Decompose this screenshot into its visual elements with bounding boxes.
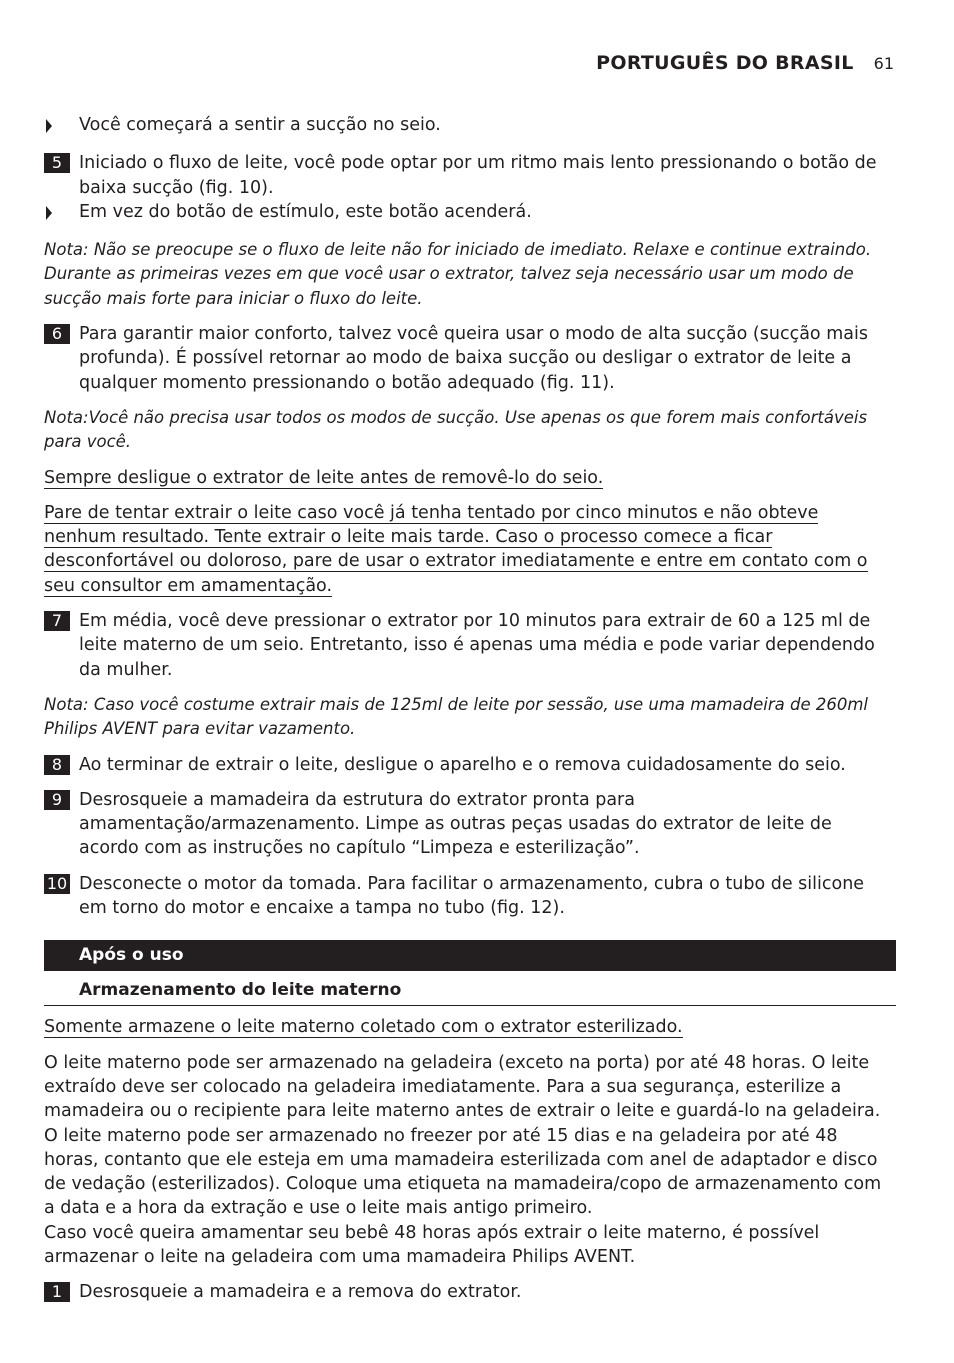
step-text: Ao terminar de extrair o leite, desligue o aparelho e o remova cuidadosamente do seio. bbox=[79, 754, 846, 775]
step-number: 5 bbox=[44, 153, 70, 173]
step-number: 8 bbox=[44, 755, 70, 775]
section-heading: Após o uso bbox=[44, 940, 896, 971]
step-text: Em média, você deve pressionar o extrator por 10 minutos para extrair de 60 a 125 ml de leite materno de um seio. Entretanto, isso é apenas uma média e pode variar dependendo da mulher. bbox=[79, 611, 875, 680]
step-8 bbox=[44, 753, 896, 777]
bullet-icon bbox=[46, 206, 52, 220]
step-7 bbox=[44, 609, 896, 682]
step-text: Desrosqueie a mamadeira e a remova do extrator. bbox=[79, 1282, 522, 1303]
step-1 bbox=[44, 1280, 896, 1304]
warning-text: Sempre desligue o extrator de leite antes de removê-lo do seio. bbox=[44, 467, 604, 488]
warning-text: Pare de tentar extrair o leite caso você já tenha tentado por cinco minutos e não obteve nenhum resultado. Tente extrair o leite mais tarde. Caso o processo comece a ficar desconfortável ou doloroso, pare de usar o extrator imediatamente e entre em contato com o seu consultor em amamentação. bbox=[44, 502, 868, 596]
page-number: 61 bbox=[873, 54, 894, 73]
note: Nota:Você não precisa usar todos os modos de sucção. Use apenas os que forem mais confortáveis para você. bbox=[44, 407, 868, 452]
note: Nota: Caso você costume extrair mais de 125ml de leite por sessão, use uma mamadeira de 260ml Philips AVENT para evitar vazamento. bbox=[44, 694, 869, 739]
bullet-text: Em vez do botão de estímulo, este botão acenderá. bbox=[79, 201, 532, 222]
bullet-item bbox=[44, 200, 896, 227]
step-number: 10 bbox=[44, 874, 70, 894]
step-number: 7 bbox=[44, 611, 70, 631]
subsection-heading: Armazenamento do leite materno bbox=[44, 971, 896, 1006]
paragraph: Caso você queira amamentar seu bebê 48 horas após extrair o leite materno, é possível armazenar o leite na geladeira com uma mamadeira Philips AVENT. bbox=[44, 1222, 820, 1267]
step-10 bbox=[44, 872, 896, 921]
bullet-item bbox=[44, 113, 896, 140]
step-9 bbox=[44, 788, 896, 861]
bullet-text: Você começará a sentir a sucção no seio. bbox=[79, 115, 441, 135]
warning-text: Somente armazene o leite materno coletado com o extrator esterilizado. bbox=[44, 1017, 683, 1038]
step-6 bbox=[44, 322, 896, 395]
step-text: Desrosqueie a mamadeira da estrutura do extrator pronta para amamentação/armazenamento. Limpe as outras peças usadas do extrator de leite de acordo com as instruções no capítulo “Limpeza e esterilização”. bbox=[79, 789, 832, 859]
page-title: PORTUGUÊS DO BRASIL bbox=[596, 52, 854, 74]
note: Nota: Não se preocupe se o fluxo de leite não for iniciado de imediato. Relaxe e continue extraindo. Durante as primeiras vezes em que você usar o extrator, talvez seja necessário usar um modo de sucção mais forte para iniciar o fluxo do leite. bbox=[44, 240, 872, 308]
step-text: Desconecte o motor da tomada. Para facilitar o armazenamento, cubra o tubo de silicone em torno do motor e encaixe a tampa no tubo (fig. 12). bbox=[79, 873, 865, 919]
page-content bbox=[44, 113, 896, 1305]
step-text: Iniciado o fluxo de leite, você pode optar por um ritmo mais lento pressionando o botão de baixa sucção (fig. 10). bbox=[79, 153, 877, 198]
bullet-icon bbox=[46, 119, 52, 133]
paragraph: O leite materno pode ser armazenado no freezer por até 15 dias e na geladeira por até 48 horas, contanto que ele esteja em uma mamadeira esterilizada com anel de adaptador e disco de vedação (esterilizados). Coloque uma etiqueta na mamadeira/copo de armazenamento com a data e a hora da extração e use o leite mais antigo primeiro. bbox=[44, 1125, 882, 1219]
page-header bbox=[596, 52, 894, 74]
step-number: 9 bbox=[44, 790, 70, 810]
step-text: Para garantir maior conforto, talvez você queira usar o modo de alta sucção (sucção mais profunda). É possível retornar ao modo de baixa sucção ou desligar o extrator de leite a qualquer momento pressionando o botão adequado (fig. 11). bbox=[79, 324, 868, 393]
paragraph: O leite materno pode ser armazenado na geladeira (exceto na porta) por até 48 horas. O leite extraído deve ser colocado na geladeira imediatamente. Para a sua segurança, esterilize a mamadeira ou o recipiente para leite materno antes de extrair o leite e guardá-lo na geladeira. bbox=[44, 1052, 881, 1122]
step-number: 1 bbox=[44, 1282, 70, 1302]
step-5 bbox=[44, 151, 896, 200]
step-number: 6 bbox=[44, 324, 70, 344]
